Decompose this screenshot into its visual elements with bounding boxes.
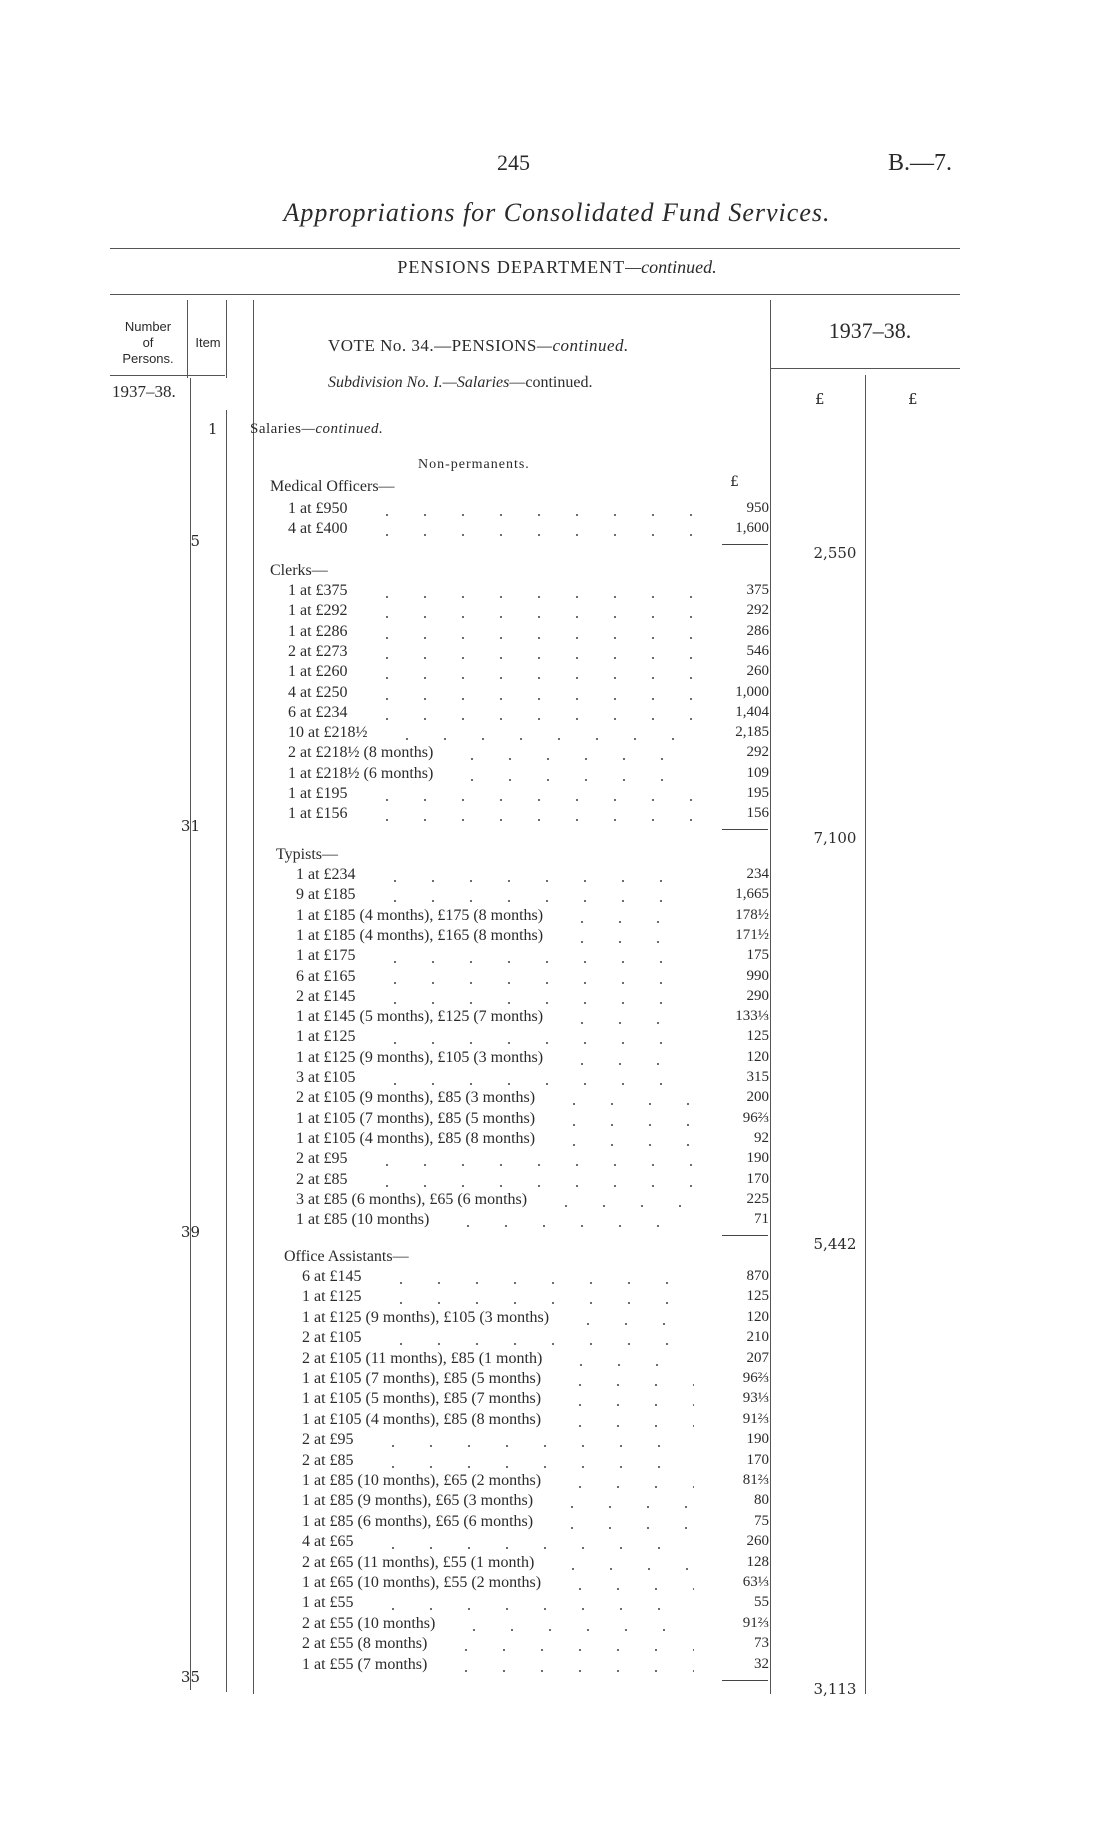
document-reference: B.—7. xyxy=(888,150,953,176)
table-row xyxy=(0,1069,1114,1089)
subtotal-rule xyxy=(722,829,768,830)
row-label: 1 at £125 xyxy=(302,1288,362,1306)
table-row xyxy=(0,1390,1114,1410)
dot-leader xyxy=(561,1425,694,1427)
group-title: Medical Officers— xyxy=(270,478,395,495)
table-row xyxy=(0,1370,1114,1390)
group-total: 2,550 xyxy=(813,544,857,563)
dot-leader xyxy=(453,779,694,781)
row-amount: 1,600 xyxy=(735,520,769,537)
row-label: 2 at £105 xyxy=(302,1329,362,1347)
row-amount: 96⅔ xyxy=(742,1370,769,1386)
row-amount: 93⅓ xyxy=(742,1390,769,1407)
row-amount: 546 xyxy=(746,642,769,659)
row-label: 1 at £218½ (6 months) xyxy=(288,764,434,782)
dot-leader xyxy=(553,1527,694,1529)
dot-leader xyxy=(555,1144,694,1146)
dot-leader xyxy=(368,657,694,659)
row-label: 1 at £85 (6 months), £65 (6 months) xyxy=(302,1512,534,1530)
dot-leader xyxy=(449,1225,694,1227)
dot-leader xyxy=(368,718,694,720)
dot-leader xyxy=(547,1205,694,1207)
row-label: 6 at £145 xyxy=(302,1268,362,1285)
row-label: 2 at £55 (8 months) xyxy=(302,1635,428,1653)
vote-heading xyxy=(328,336,629,356)
nonpermanents-heading: Non-permanents. xyxy=(418,457,530,472)
dot-leader xyxy=(374,1547,694,1549)
row-label: 1 at £234 xyxy=(296,866,356,883)
table-row xyxy=(0,1594,1114,1614)
persons-count: 35 xyxy=(180,1667,200,1686)
row-label: 1 at £125 (9 months), £105 (3 months) xyxy=(302,1308,550,1326)
row-amount: 128 xyxy=(746,1553,769,1570)
table-row xyxy=(0,663,1114,683)
row-label: 2 at £85 xyxy=(302,1451,354,1469)
subtotal-rule xyxy=(722,1235,768,1236)
table-row xyxy=(0,1574,1114,1594)
table-row xyxy=(0,724,1114,744)
dot-leader xyxy=(562,1364,694,1366)
title-rule xyxy=(110,248,960,249)
subtotal-rule xyxy=(722,544,768,545)
table-row xyxy=(0,886,1114,906)
item-column-top-rule xyxy=(226,300,227,378)
persons-count: 5 xyxy=(190,532,200,551)
dot-leader xyxy=(563,1022,694,1024)
dot-leader xyxy=(368,698,694,700)
table-row xyxy=(0,1513,1114,1533)
dot-leader xyxy=(455,1629,694,1631)
row-amount: 1,404 xyxy=(735,703,769,720)
row-amount: 286 xyxy=(746,622,769,639)
dot-leader xyxy=(555,1103,694,1105)
table-row xyxy=(0,1411,1114,1431)
dot-leader xyxy=(561,1588,694,1590)
row-amount: 200 xyxy=(746,1089,769,1106)
row-amount: 171½ xyxy=(735,926,769,943)
group-title: Office Assistants— xyxy=(284,1248,409,1265)
row-label: 1 at £375 xyxy=(288,582,348,599)
dot-leader xyxy=(368,616,694,618)
subdivision-title: Subdivision No. I.—Salaries xyxy=(328,374,510,391)
row-label: 1 at £65 (10 months), £55 (2 months) xyxy=(302,1574,542,1591)
table-row xyxy=(0,1028,1114,1048)
row-label: 6 at £234 xyxy=(288,703,348,721)
row-amount: 55 xyxy=(754,1594,769,1611)
persons-header-rule xyxy=(110,375,225,376)
row-label: 2 at £218½ (8 months) xyxy=(288,744,434,762)
row-label: 2 at £105 (9 months), £85 (3 months) xyxy=(296,1089,536,1107)
row-label: 1 at £195 xyxy=(288,785,348,802)
dot-leader xyxy=(376,961,694,963)
row-amount: 81⅔ xyxy=(742,1472,769,1488)
row-amount: 63⅓ xyxy=(742,1574,769,1590)
row-label: 1 at £286 xyxy=(288,622,348,640)
item-number: 1 xyxy=(208,420,218,438)
row-label: 1 at £105 (7 months), £85 (5 months) xyxy=(302,1370,542,1387)
row-amount: 120 xyxy=(746,1308,769,1325)
row-label: 1 at £85 (10 months) xyxy=(296,1211,430,1229)
table-row xyxy=(0,704,1114,724)
row-amount: 109 xyxy=(746,764,769,781)
salaries-heading xyxy=(250,421,383,438)
row-amount: 75 xyxy=(754,1512,769,1529)
page-title: Appropriations for Consolidated Fund Services. xyxy=(283,198,831,227)
row-label: 2 at £85 xyxy=(296,1170,348,1188)
row-label: 3 at £105 xyxy=(296,1069,356,1086)
dot-leader xyxy=(569,1323,694,1325)
dot-leader xyxy=(453,758,694,760)
row-amount: 178½ xyxy=(735,906,769,923)
persons-count: 31 xyxy=(180,817,200,836)
item-column-header: Item xyxy=(195,335,221,350)
row-amount: 125 xyxy=(746,1288,769,1305)
row-label: 2 at £105 (11 months), £85 (1 month) xyxy=(302,1349,543,1367)
row-amount: 950 xyxy=(746,500,769,516)
dot-leader xyxy=(368,596,694,598)
group-total: 7,100 xyxy=(813,829,857,848)
row-amount: 71 xyxy=(754,1211,769,1228)
row-amount: 990 xyxy=(746,967,769,984)
dot-leader xyxy=(368,1164,694,1166)
department-suffix: —continued. xyxy=(625,257,717,277)
row-label: 1 at £950 xyxy=(288,500,348,517)
persons-year: 1937–38. xyxy=(112,382,176,401)
page-number: 245 xyxy=(497,150,530,175)
dot-leader xyxy=(382,1343,694,1345)
table-row xyxy=(0,907,1114,927)
persons-header-line-2: of xyxy=(142,335,154,350)
row-amount: 315 xyxy=(746,1069,769,1085)
subdivision-suffix: —continued. xyxy=(509,374,593,391)
pound-symbol-col-b: £ xyxy=(908,390,918,408)
row-label: 1 at £105 (4 months), £85 (8 months) xyxy=(296,1129,536,1147)
row-amount: 292 xyxy=(746,602,769,619)
row-label: 4 at £65 xyxy=(302,1533,354,1551)
dot-leader xyxy=(368,534,694,536)
row-amount: 292 xyxy=(746,744,769,761)
row-label: 1 at £55 (7 months) xyxy=(302,1655,428,1673)
row-amount: 125 xyxy=(746,1028,769,1045)
row-amount: 290 xyxy=(746,987,769,1004)
row-label: 2 at £273 xyxy=(288,642,348,660)
table-row xyxy=(0,1008,1114,1028)
row-label: 1 at £125 (9 months), £105 (3 months) xyxy=(296,1048,544,1066)
table-row xyxy=(0,1150,1114,1170)
row-label: 1 at £55 xyxy=(302,1594,354,1612)
dot-leader xyxy=(563,941,694,943)
dot-leader xyxy=(447,1649,694,1651)
dot-leader xyxy=(382,1282,694,1284)
row-amount: 120 xyxy=(746,1048,769,1065)
row-amount: 2,185 xyxy=(735,724,769,741)
row-label: 4 at £250 xyxy=(288,683,348,701)
table-row xyxy=(0,1329,1114,1349)
dot-leader xyxy=(374,1445,694,1447)
table-row xyxy=(0,1268,1114,1288)
persons-header-line-3: Persons. xyxy=(122,351,174,366)
table-row xyxy=(0,1130,1114,1150)
row-amount: 73 xyxy=(754,1635,769,1652)
persons-column-header xyxy=(112,319,184,367)
vote-title-suffix: —continued. xyxy=(536,336,629,355)
row-amount: 92 xyxy=(754,1129,769,1146)
group-title: Clerks— xyxy=(270,562,328,579)
row-label: 10 at £218½ xyxy=(288,724,368,742)
pound-symbol-amount: £ xyxy=(730,474,739,490)
row-amount: 195 xyxy=(746,785,769,801)
row-amount: 170 xyxy=(746,1451,769,1468)
row-amount: 96⅔ xyxy=(742,1109,769,1126)
dot-leader xyxy=(374,1608,694,1610)
dot-leader xyxy=(368,1185,694,1187)
pound-symbol-col-a: £ xyxy=(815,390,825,408)
row-amount: 260 xyxy=(746,663,769,680)
row-label: 1 at £105 (5 months), £85 (7 months) xyxy=(302,1390,542,1408)
table-row xyxy=(0,1110,1114,1130)
row-label: 1 at £145 (5 months), £125 (7 months) xyxy=(296,1008,544,1026)
row-amount: 260 xyxy=(746,1533,769,1550)
row-amount: 133⅓ xyxy=(735,1008,769,1025)
row-label: 2 at £95 xyxy=(296,1150,348,1168)
row-label: 2 at £55 (10 months) xyxy=(302,1614,436,1632)
row-amount: 870 xyxy=(746,1268,769,1284)
table-row xyxy=(0,1635,1114,1655)
table-row xyxy=(0,1288,1114,1308)
table-top-rule xyxy=(110,294,960,295)
dot-leader xyxy=(368,514,694,516)
year-column-header: 1937–38. xyxy=(828,318,912,343)
row-label: 1 at £105 (7 months), £85 (5 months) xyxy=(296,1109,536,1127)
table-row xyxy=(0,684,1114,704)
row-label: 6 at £165 xyxy=(296,967,356,985)
row-amount: 80 xyxy=(754,1492,769,1509)
row-amount: 234 xyxy=(746,866,769,882)
table-row xyxy=(0,1350,1114,1370)
row-amount: 1,665 xyxy=(735,886,769,903)
row-label: 1 at £260 xyxy=(288,663,348,681)
dot-leader xyxy=(376,880,694,882)
dot-leader xyxy=(376,1083,694,1085)
row-label: 1 at £105 (4 months), £85 (8 months) xyxy=(302,1410,542,1428)
salaries-suffix: —continued. xyxy=(301,421,384,437)
row-label: 1 at £175 xyxy=(296,947,356,965)
year-header-rule xyxy=(770,368,960,369)
salaries-label: Salaries xyxy=(250,421,302,437)
table-row xyxy=(0,785,1114,805)
table-row xyxy=(0,602,1114,622)
row-amount: 375 xyxy=(746,582,769,598)
row-amount: 190 xyxy=(746,1150,769,1167)
row-label: 3 at £85 (6 months), £65 (6 months) xyxy=(296,1190,528,1208)
table-row xyxy=(0,988,1114,1008)
row-label: 9 at £185 xyxy=(296,886,356,904)
row-label: 2 at £145 xyxy=(296,987,356,1005)
dot-leader xyxy=(561,1404,694,1406)
persons-header-line-1: Number xyxy=(124,319,172,334)
row-label: 1 at £85 (10 months), £65 (2 months) xyxy=(302,1472,542,1489)
row-amount: 207 xyxy=(746,1349,769,1366)
row-amount: 190 xyxy=(746,1431,769,1448)
table-row xyxy=(0,1089,1114,1109)
table-row xyxy=(0,1472,1114,1492)
table-row xyxy=(0,500,1114,520)
table-row xyxy=(0,1431,1114,1451)
table-row xyxy=(0,927,1114,947)
row-amount: 91⅔ xyxy=(742,1410,769,1427)
vote-title: VOTE No. 34.—PENSIONS xyxy=(328,336,537,355)
table-row xyxy=(0,765,1114,785)
row-label: 1 at £292 xyxy=(288,602,348,620)
row-label: 4 at £400 xyxy=(288,520,348,538)
persons-count: 39 xyxy=(180,1223,200,1242)
row-label: 1 at £156 xyxy=(288,805,348,823)
dot-leader xyxy=(368,819,694,821)
row-amount: 32 xyxy=(754,1655,769,1672)
table-row xyxy=(0,1191,1114,1211)
row-amount: 225 xyxy=(746,1190,769,1207)
dot-leader xyxy=(368,799,694,801)
row-label: 1 at £185 (4 months), £165 (8 months) xyxy=(296,926,544,944)
dot-leader xyxy=(376,1042,694,1044)
group-total: 3,113 xyxy=(813,1679,857,1698)
department-heading xyxy=(0,257,1114,278)
dot-leader xyxy=(374,1466,694,1468)
dot-leader xyxy=(376,1002,694,1004)
dot-leader xyxy=(555,1124,694,1126)
dot-leader xyxy=(561,1486,694,1488)
dot-leader xyxy=(553,1506,694,1508)
table-row xyxy=(0,1309,1114,1329)
row-label: 2 at £65 (11 months), £55 (1 month) xyxy=(302,1553,535,1571)
row-amount: 210 xyxy=(746,1329,769,1346)
persons-item-divider xyxy=(187,300,188,378)
row-amount: 175 xyxy=(746,947,769,964)
table-row xyxy=(0,1615,1114,1635)
dot-leader xyxy=(447,1670,694,1672)
dot-leader xyxy=(561,1384,694,1386)
table-row xyxy=(0,1171,1114,1191)
row-amount: 91⅔ xyxy=(742,1614,769,1631)
table-row xyxy=(0,947,1114,967)
department-name: PENSIONS DEPARTMENT xyxy=(397,257,626,277)
dot-leader xyxy=(368,637,694,639)
row-label: 1 at £85 (9 months), £65 (3 months) xyxy=(302,1492,534,1510)
table-row xyxy=(0,1492,1114,1512)
row-amount: 156 xyxy=(746,805,769,822)
group-total: 5,442 xyxy=(813,1235,857,1254)
table-row xyxy=(0,1452,1114,1472)
subdivision-heading xyxy=(328,374,592,392)
table-row xyxy=(0,744,1114,764)
dot-leader xyxy=(368,677,694,679)
table-row xyxy=(0,968,1114,988)
dot-leader xyxy=(563,1063,694,1065)
row-amount: 1,000 xyxy=(735,683,769,700)
row-label: 1 at £185 (4 months), £175 (8 months) xyxy=(296,906,544,924)
dot-leader xyxy=(382,1302,694,1304)
group-title: Typists— xyxy=(276,846,338,863)
table-row xyxy=(0,1554,1114,1574)
dot-leader xyxy=(563,921,694,923)
table-row xyxy=(0,623,1114,643)
dot-leader xyxy=(376,982,694,984)
table-row xyxy=(0,582,1114,602)
dot-leader xyxy=(376,900,694,902)
table-row xyxy=(0,643,1114,663)
row-label: 2 at £95 xyxy=(302,1431,354,1449)
subtotal-rule xyxy=(722,1680,768,1681)
dot-leader xyxy=(554,1568,694,1570)
table-row xyxy=(0,866,1114,886)
row-label: 1 at £125 xyxy=(296,1028,356,1046)
row-amount: 170 xyxy=(746,1170,769,1187)
dot-leader xyxy=(388,738,694,740)
table-row xyxy=(0,1533,1114,1553)
table-row xyxy=(0,1049,1114,1069)
